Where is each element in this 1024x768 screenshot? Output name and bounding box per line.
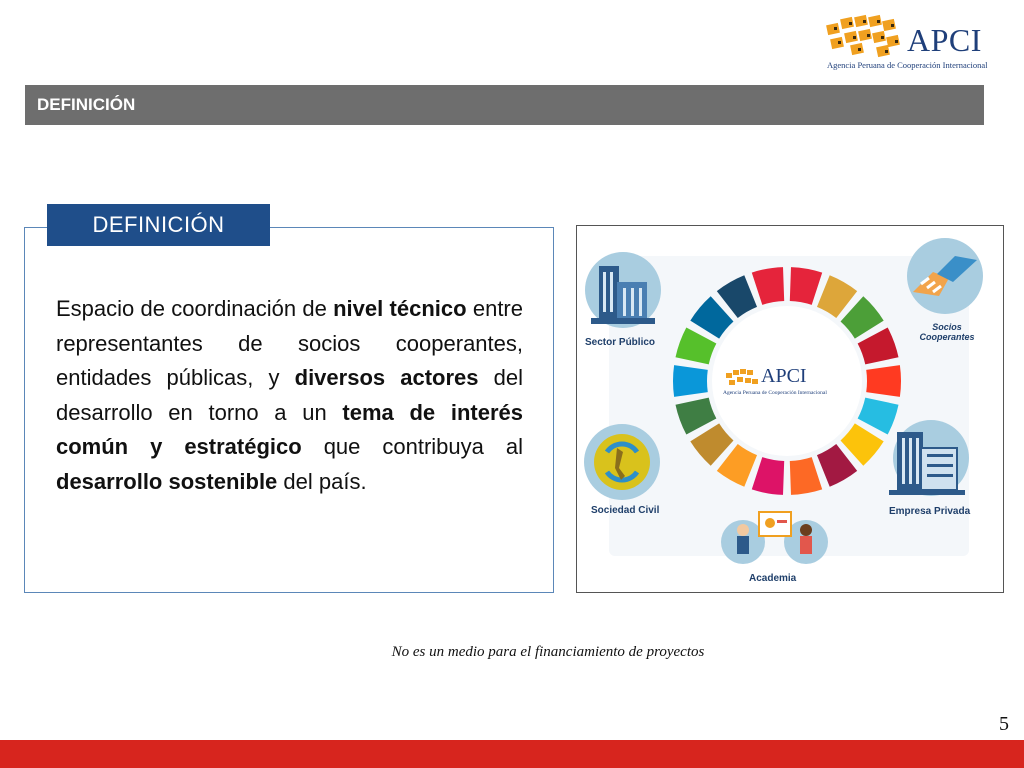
page-number: 5	[999, 713, 1009, 735]
center-logo-mosaic-icon	[725, 368, 759, 388]
logo-subtitle: Agencia Peruana de Cooperación Internacional	[827, 60, 988, 70]
center-logo-subtitle: Agencia Peruana de Cooperación Internacional	[723, 390, 827, 396]
label-socios-cooperantes: Socios Cooperantes	[919, 322, 975, 342]
label-empresa-privada: Empresa Privada	[889, 506, 971, 517]
label-sector-publico: Sector Público	[585, 337, 656, 348]
logo-name: APCI	[907, 22, 982, 58]
handshake-icon	[907, 238, 983, 314]
label-sociedad-civil: Sociedad Civil	[591, 505, 660, 516]
section-title: DEFINICIÓN	[37, 95, 136, 114]
label-academia: Academia	[749, 573, 797, 584]
apci-logo	[825, 12, 988, 74]
wheel-segment	[866, 365, 901, 397]
diagram-graphic	[577, 226, 1004, 593]
wheel-segment	[673, 365, 708, 397]
definition-tab: DEFINICIÓN	[47, 204, 270, 246]
section-header-bar	[25, 85, 984, 125]
footnote: No es un medio para el financiamiento de proyectos	[391, 644, 705, 660]
recycle-map-icon	[584, 424, 660, 500]
apci-mosaic-icon	[825, 14, 905, 58]
definition-text: Espacio de coordinación de nivel técnico entre representantes de socios cooperantes, entidades públicas, y diversos actores del desarrollo en torno a un tema de interés común y estratégico que contribuya al desarrollo sostenible del país.	[56, 296, 523, 494]
building-icon	[585, 252, 661, 328]
footer-bar	[0, 740, 1024, 768]
actors-diagram	[576, 225, 1004, 593]
center-logo-name: APCI	[761, 365, 807, 387]
